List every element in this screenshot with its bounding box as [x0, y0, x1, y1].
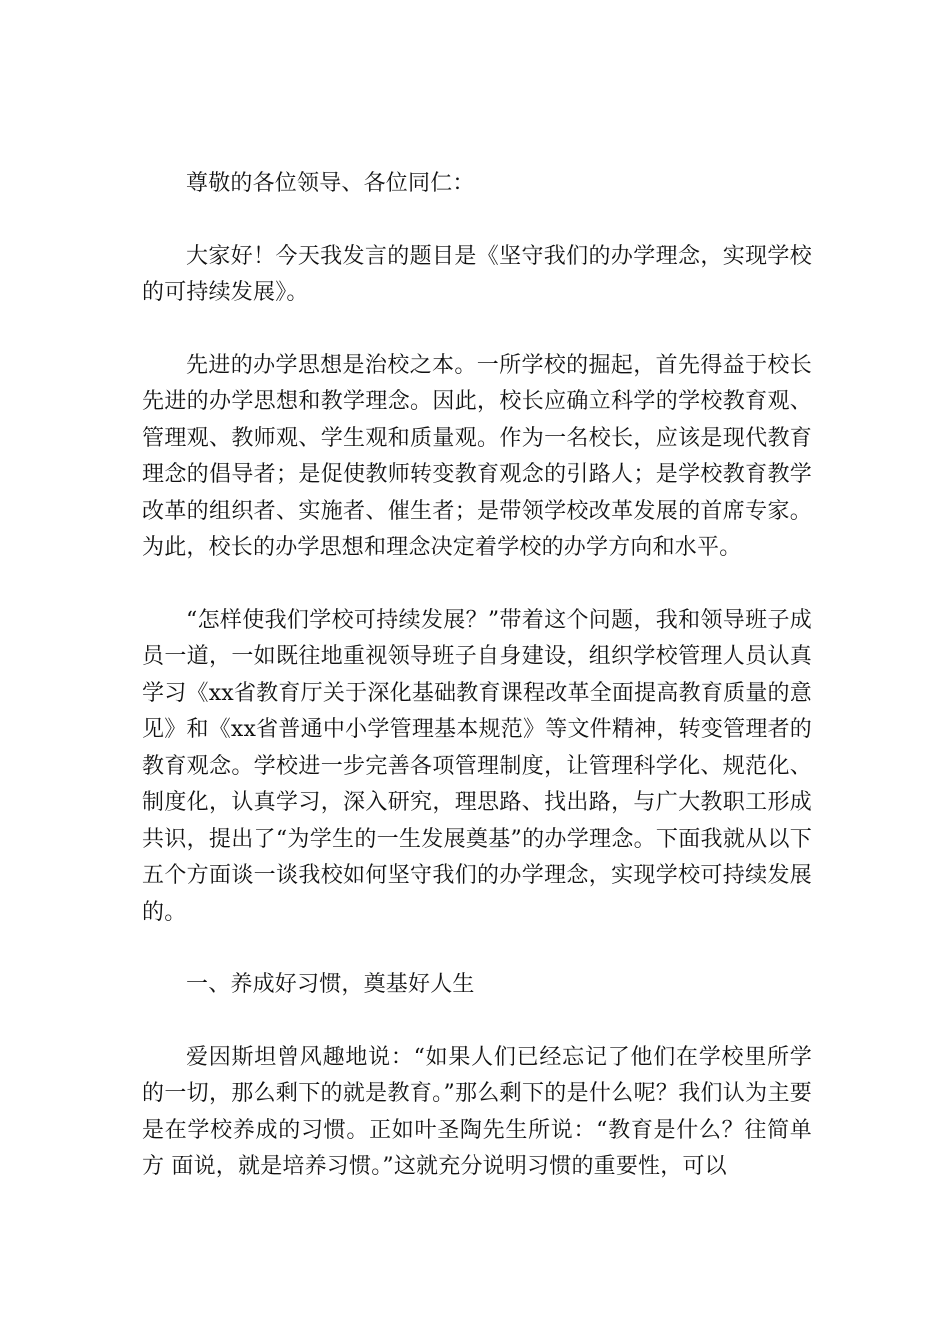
opening-paragraph: 大家好！今天我发言的题目是《坚守我们的办学理念，实现学校的可持续发展》。: [142, 243, 812, 305]
body-paragraph: 爱因斯坦曾风趣地说：“如果人们已经忘记了他们在学校里所学的一切，那么剩下的就是教育。”那么剩下的是什么呢？我们认为主要 是在学校养成的习惯。正如叶圣陶先生所说：“教育是什么？往简单方 面说，就是培养习惯。”这就充分说明习惯的重要性，可以: [142, 1044, 812, 1179]
document-body: [142, 166, 812, 1222]
salutation: 尊敬的各位领导、各位同仁：: [186, 171, 475, 196]
body-paragraph: 先进的办学思想是治校之本。一所学校的掘起，首先得益于校长先进的办学思想和教学理念。因此，校长应确立科学的学校教育观、管理观、教师观、学生观和质量观。作为一名校长，应该是现代教育理念的倡导者；是促使教师转变教育观念的引路人；是学校教育教学改革的组织者、实施者、催生者；是带领学校改革发展的首席专家。为此，校长的办学思想和理念决定着学校的办学方向和水平。: [142, 352, 812, 560]
section-heading: 一、养成好习惯，奠基好人生: [186, 972, 475, 997]
body-paragraph: “怎样使我们学校可持续发展？”带着这个问题，我和领导班子成员一道，一如既往地重视领导班子自身建设，组织学校管理人员认真学习《xx省教育厅关于深化基础教育课程改革全面提高教育质量的意见》和《xx省普通中小学管理基本规范》等文件精神，转变管理者的教育观念。学校进一步完善各项管理制度，让管理科学化、规范化、制度化，认真学习，深入研究，理思路、找出路，与广大教职工形成共识，提出了“为学生的一生发展奠基”的办学理念。下面我就从以下五个方面谈一谈我校如何坚守我们的办学理念，实现学校可持续发展的。: [142, 607, 812, 925]
